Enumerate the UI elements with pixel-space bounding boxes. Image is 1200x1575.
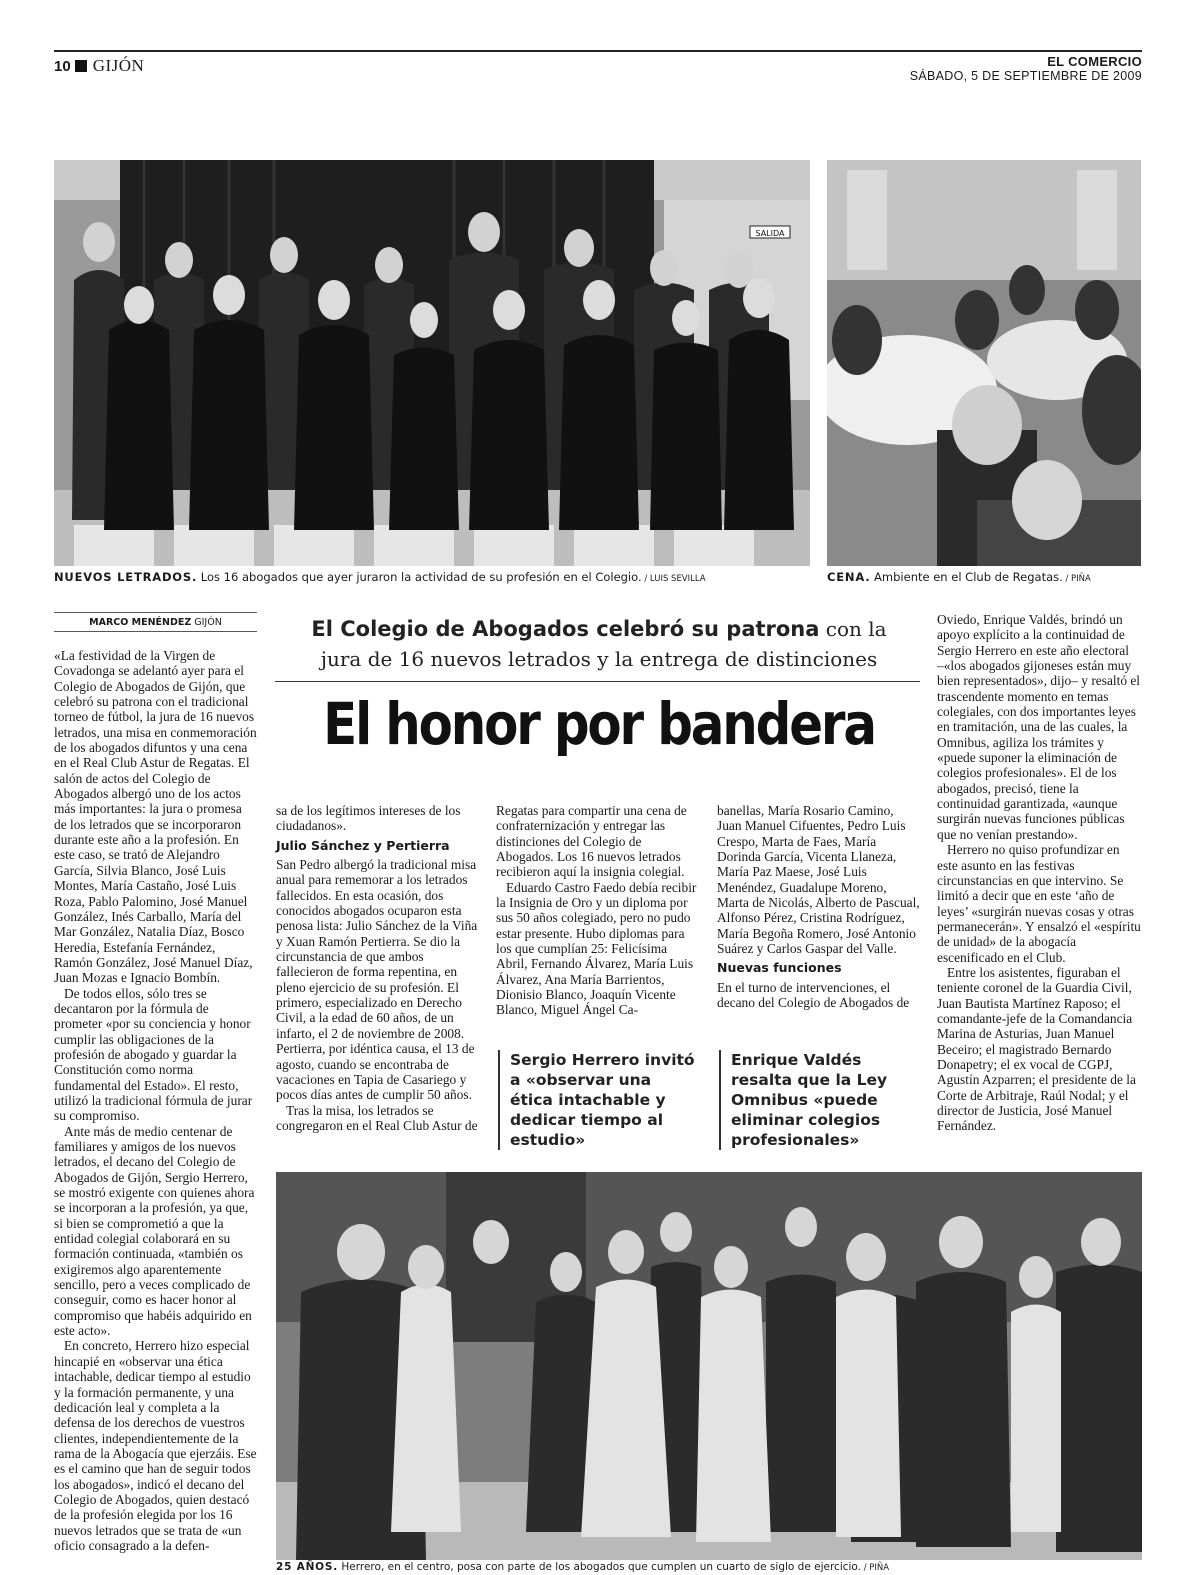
paragraph: Herrero no quiso profundizar en este asunto en las festivas circunstancias en que intervino. Se limitó a decir que en este ‘año de leyes’ «surgirán nuevas cosas y otras permanecerán». Y ensalzó el «espíritu de unidad» de la abogacía escenificado en el Club.	[937, 842, 1141, 965]
article-column-3	[496, 803, 700, 1018]
paragraph: sa de los legítimos intereses de los ciudadanos».	[276, 803, 461, 834]
page-folio	[54, 56, 144, 76]
headline: El honor por bandera	[323, 690, 875, 758]
kicker-rest: con la	[819, 617, 887, 641]
article-column-2	[276, 803, 480, 1133]
caption-lead: 25 AÑOS.	[276, 1561, 339, 1573]
header-rule	[54, 50, 1142, 52]
caption-new-lawyers	[54, 570, 706, 584]
square-bullet-icon	[75, 60, 87, 72]
paragraph: De todos ellos, sólo tres se decantaron por la fórmula de prometer «por su conciencia y honor cumplir las obligaciones de la profesión de abogado y guardar la Constitución como norma fundamental del Estado». El resto, utilizó la tradicional fórmula de jurar su compromiso.	[54, 985, 253, 1124]
caption-lead: CENA.	[827, 570, 871, 584]
kicker-rule	[275, 681, 920, 682]
paragraph: San Pedro albergó la tradicional misa anual para rememorar a los letrados fallecidos. En esta ocasión, dos conocidos abogados ocuparon esta penosa lista: Julio Sánchez de la Viña y Xuan Ramón Pertierra. Se dio la circunstancia de que ambos fallecieron de forma repentina, en pleno ejercicio de su profesión. El primero, especializado en Derecho Civil, a la edad de 60 años, de un infarto, el 2 de noviembre de 2008. Pertierra, por idéntica causa, el 13 de agosto, cuando se encontraba de vacaciones en Tapia de Casariego y pocos días antes de cumplir 50 años.	[276, 857, 478, 1103]
paragraph: Tras la misa, los letrados se congregaron en el Real Club Astur de	[276, 1102, 478, 1133]
photo-credit: / LUIS SEVILLA	[641, 574, 706, 584]
paragraph: banellas, María Rosario Camino, Juan Manuel Cifuentes, Pedro Luis Crespo, Marta de Faes, María Dorinda García, Vicenta Llaneza, María Paz Maese, José Luis Menéndez, Guadalupe Moreno, Marta de Nicolás, Alberto de Pascual, Alfonso Pérez, Cristina Rodríguez, María Begoña Romero, José Antonio Suárez y Carlos Gaspar del Valle.	[717, 803, 920, 957]
caption-25-years	[276, 1561, 889, 1573]
exit-sign: SALIDA	[755, 229, 785, 238]
newspaper-name: EL COMERCIO	[1047, 54, 1142, 69]
photo-new-lawyers	[54, 160, 810, 566]
byline-place: GIJÓN	[191, 617, 222, 628]
pull-quote-herrero: Sergio Herrero invitó a «observar una ética intachable y dedicar tiempo al estudio»	[498, 1050, 698, 1150]
paragraph: Eduardo Castro Faedo debía recibir la Insignia de Oro y un diploma por sus 50 años colegiado, pero no pudo estar presente. Hubo diplomas para los que cumplían 25: Felicísima Abril, Fernando Álvarez, María Luis Álvarez, Ana María Barrientos, Dionisio Blanco, Joaquín Vicente Blanco, Miguel Ángel Ca-	[496, 879, 697, 1018]
masthead	[910, 54, 1142, 83]
pull-quote-valdes: Enrique Valdés resalta que la Ley Omnibus «puede eliminar colegios profesionales»	[719, 1050, 923, 1150]
issue-date: SÁBADO, 5 DE SEPTIEMBRE DE 2009	[909, 69, 1142, 83]
paragraph: Regatas para compartir una cena de confraternización y entregar las distinciones del Colegio de Abogados. Los 16 nuevos letrados recibieron aquí la insignia colegial.	[496, 803, 687, 880]
page-number: 10	[54, 57, 71, 75]
caption-lead: NUEVOS LETRADOS.	[54, 570, 198, 584]
caption-text: Los 16 abogados que ayer juraron la actividad de su profesión en el Colegio.	[197, 570, 642, 584]
photo-credit: / PIÑA	[861, 1563, 890, 1573]
article-column-5	[937, 612, 1141, 1134]
photo-credit: / PIÑA	[1062, 574, 1091, 584]
byline	[54, 612, 257, 632]
byline-author: MARCO MENÉNDEZ	[89, 617, 192, 628]
paragraph: Entre los asistentes, figuraban el teniente coronel de la Guardia Civil, Juan Bautista Martínez Raposo; el comandante-jefe de la Comandancia Marina de Asturias, Juan Manuel Beceiro; el magistrado Bernardo Donapetry; el ex vocal de CGPJ, Agustín Azparren; el presidente de la Corte de Arbitraje, Raúl Nodal; y el director de Justicia, José Manuel Fernández.	[937, 964, 1136, 1134]
section-name: GIJÓN	[92, 56, 145, 75]
caption-text: Ambiente en el Club de Regatas.	[870, 570, 1063, 584]
caption-text: Herrero, en el centro, posa con parte de los abogados que cumplen un cuarto de siglo de ejercicio.	[338, 1561, 862, 1573]
paragraph: En el turno de intervenciones, el decano del Colegio de Abogados de	[717, 979, 910, 1011]
kicker-line2: jura de 16 nuevos letrados y la entrega de distinciones	[320, 647, 878, 671]
paragraph: Ante más de medio centenar de familiares y amigos de los nuevos letrados, el decano del Colegio de Abogados de Gijón, Sergio Herrero, se mostró exigente con quienes ahora se incorporan a la profesión, ya que, si bien se comprometió a que la entidad colegial colaborará en su formación continuada, «también os exigiremos algo aparentemente sencillo, pero a veces complicado de conseguir, como es hacer honor al compromiso que habéis adquirido en este acto».	[54, 1123, 255, 1339]
paragraph: «La festividad de la Virgen de Covadonga se adelantó ayer para el Colegio de Abogados de Gijón, que celebró su patrona con el tradicional torneo de fútbol, la jura de 16 nuevos letrados, una misa en conmemoración de los abogados difuntos y una cena en el Real Club Astur de Regatas. El salón de actos del Colegio de Abogados albergó uno de los actos más importantes: la jura o promesa de los letrados que se incorporaron durante este año a la profesión. En este caso, se trató de Alejandro García, Silvia Blanco, José Luis Montes, María Castaño, José Luis Roza, Pablo Palomino, José Manuel González, Inés Carballo, María del Mar González, Natalia Díaz, Bosco Heredia, Estefanía Fernández, Ramón González, José Manuel Díaz, Juan Mozas e Ignacio Bombín.	[54, 648, 257, 986]
kicker-bold: El Colegio de Abogados celebró su patrona	[311, 617, 820, 641]
paragraph: Oviedo, Enrique Valdés, brindó un apoyo explícito a la continuidad de Sergio Herrero en este año electoral –«los abogados gijoneses están muy bien representados», dijo– y resaltó el trascendente momento en temas colegiales, con dos importantes leyes en tramitación, una de las cuales, la Omnibus, agiliza los trámites y «puede suponer la eliminación de colegios profesionales». El de los abogados, precisó, tiene la continuidad garantizada, «aunque surgirán nuevas funciones públicas que no venían prestando».	[937, 612, 1141, 842]
article-column-4	[717, 803, 921, 1010]
article-column-1	[54, 648, 257, 1553]
subheading: Julio Sánchez y Pertierra	[276, 837, 450, 853]
photo-dinner	[827, 160, 1141, 566]
photo-25-years	[276, 1172, 1142, 1560]
subheading: Nuevas funciones	[717, 960, 842, 976]
caption-dinner	[827, 570, 1091, 584]
kicker	[274, 614, 924, 674]
paragraph: En concreto, Herrero hizo especial hincapié en «observar una ética intachable, dedicar tiempo al estudio y la formación permanente, y una dedicación leal y completa a la defensa de los derechos de vuestros clientes, independientemente de la rama de la Abogacía que ejerzáis. Ese es el camino que han de seguir todos los abogados», indicó el decano del Colegio de Abogados, quien destacó de la profesión elegida por los 16 nuevos letrados que se trata de «un oficio consagrado a la defen-	[54, 1338, 257, 1553]
